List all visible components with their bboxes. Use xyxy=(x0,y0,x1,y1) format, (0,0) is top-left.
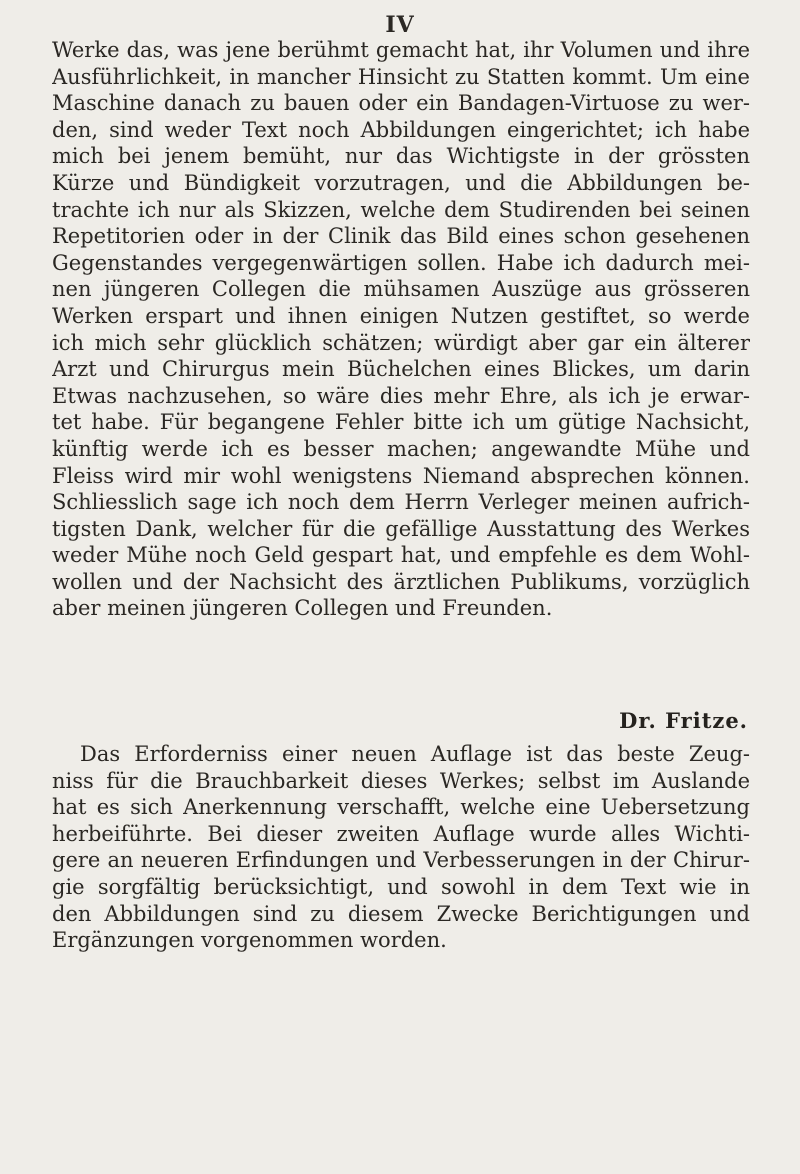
page-number: IV xyxy=(385,12,415,38)
text-line: weder Mühe noch Geld gespart hat, und empfehle es dem Wohl- xyxy=(52,543,750,568)
text-line: Kürze und Bündigkeit vorzutragen, und die Abbildungen be- xyxy=(52,170,750,195)
text-line: den, sind weder Text noch Abbildungen eingerichtet; ich habe xyxy=(52,117,750,142)
text-line: Werke das, was jene berühmt gemacht hat, ihr Volumen und ihre xyxy=(52,38,750,62)
text-line: aber meinen jüngeren Collegen und Freunden. xyxy=(52,596,553,621)
text-line: Ausführlichkeit, in mancher Hinsicht zu Statten kommt. Um eine xyxy=(52,64,750,89)
text-line: tet habe. Für begangene Fehler bitte ich um gütige Nachsicht, xyxy=(52,410,750,435)
text-line: Etwas nachzusehen, so wäre dies mehr Ehre, als ich je erwar- xyxy=(52,383,750,408)
author-signature: Dr. Fritze. xyxy=(619,708,748,733)
text-line: Fleiss wird mir wohl wenigstens Niemand absprechen können. xyxy=(52,463,750,488)
text-line: gie sorgfältig berücksichtigt, und sowohl in dem Text wie in xyxy=(52,874,750,899)
text-line: wollen und der Nachsicht des ärztlichen Publikums, vorzüglich xyxy=(52,569,750,594)
text-line: ich mich sehr glücklich schätzen; würdigt aber gar ein älterer xyxy=(52,330,750,355)
paragraph-second-edition xyxy=(52,741,750,954)
text-line: niss für die Brauchbarkeit dieses Werkes; selbst im Auslande xyxy=(52,768,750,793)
text-line: tigsten Dank, welcher für die gefällige Ausstattung des Werkes xyxy=(52,516,750,541)
text-line: den Abbildungen sind zu diesem Zwecke Berichtigungen und xyxy=(52,901,750,926)
text-line: Arzt und Chirurgus mein Büchelchen eines Blickes, um darin xyxy=(52,357,750,382)
text-line: herbeiführte. Bei dieser zweiten Auflage wurde alles Wichti- xyxy=(52,821,750,846)
text-line: Schliesslich sage ich noch dem Herrn Verleger meinen aufrich- xyxy=(52,490,750,515)
text-line: nen jüngeren Collegen die mühsamen Auszüge aus grösseren xyxy=(52,277,750,302)
text-line: Gegenstandes vergegenwärtigen sollen. Habe ich dadurch mei- xyxy=(52,250,750,275)
text-line: hat es sich Anerkennung verschafft, welche eine Uebersetzung xyxy=(52,795,750,820)
text-line: Repetitorien oder in der Clinik das Bild eines schon gesehenen xyxy=(52,224,750,249)
paragraph-preface xyxy=(52,37,750,622)
text-line: Ergänzungen vorgenommen worden. xyxy=(52,928,447,953)
text-line: gere an neueren Erfindungen und Verbesserungen in der Chirur- xyxy=(52,848,750,873)
text-line: Maschine danach zu bauen oder ein Bandagen-Virtuose zu wer- xyxy=(52,91,750,116)
text-line: mich bei jenem bemüht, nur das Wichtigste in der grössten xyxy=(52,144,750,169)
text-line: Werken erspart und ihnen einigen Nutzen gestiftet, so werde xyxy=(52,303,750,328)
text-line: trachte ich nur als Skizzen, welche dem Studirenden bei seinen xyxy=(52,197,750,222)
text-line: Das Erforderniss einer neuen Auflage ist das beste Zeug- xyxy=(80,742,750,766)
text-line: künftig werde ich es besser machen; angewandte Mühe und xyxy=(52,436,750,461)
